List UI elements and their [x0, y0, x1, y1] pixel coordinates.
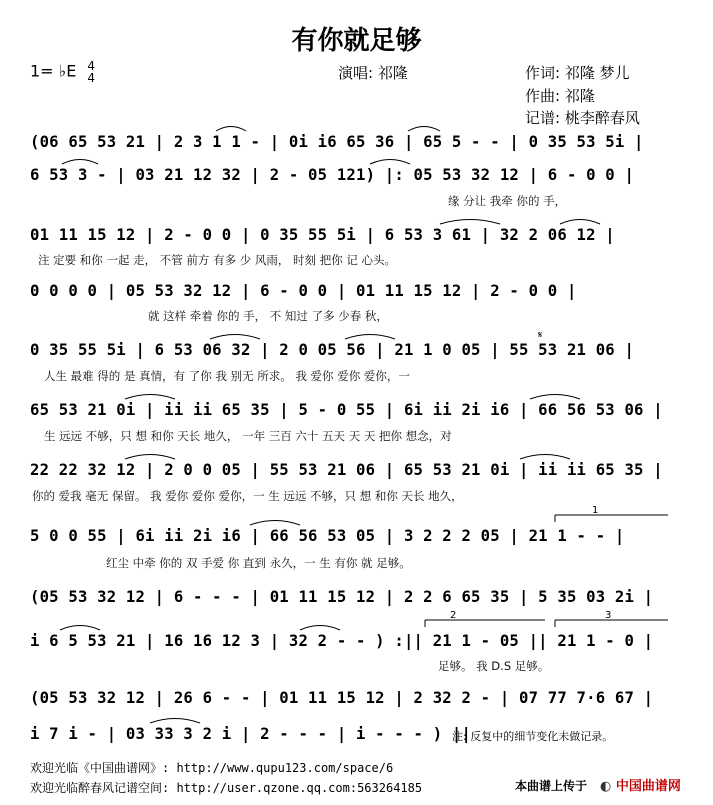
- lyric-line-10: 足够。 我 D.S 足够。: [438, 659, 550, 673]
- key-signature: [30, 60, 95, 84]
- lyric-line-4: 人生 最难 得的 是 真情，有 了你 我 别无 所求。 我 爱你 爱你 爱你，一: [44, 369, 410, 383]
- transcriber-credit: 记谱: 桃李醉春风: [525, 109, 640, 127]
- staff-line-6: 65 53 21 0i | ii ii 65 35 | 5 - 0 55 | 6i ii 2i i6 | 66 56 53 06 |: [30, 401, 663, 419]
- tie-4: [370, 160, 410, 165]
- segno-sign: 𝄋: [538, 330, 543, 341]
- staff-line-1: (06 65 53 21 | 2 3 1 1 - | 0i i6 65 36 | 65 5 - - | 0 35 53 5i |: [30, 133, 644, 151]
- staff-line-12: i 7 i - | 03 33 3 2 i | 2 - - - | i - - - ) ||: [30, 725, 472, 743]
- tie-2: [408, 127, 440, 132]
- tie-3: [62, 160, 98, 165]
- lyric-line-3: 就 这样 牵着 你的 手， 不 知过 了多 少春 秋，: [148, 309, 388, 323]
- tie-16: [150, 719, 200, 724]
- volta-number-1: 1: [592, 505, 599, 516]
- tie-1: [216, 127, 246, 132]
- tie-5: [440, 220, 500, 225]
- staff-line-2: 6 53 3 - | 03 21 12 32 | 2 - 05 121) |: 05 53 32 12 | 6 - 0 0 |: [30, 166, 635, 184]
- lyric-line-5: 生 远远 不够，只 想 和你 天长 地久， 一年 三百 六十 五天 天 天 把你 想念，对: [44, 429, 452, 443]
- composer-credit: 作曲: 祁隆: [525, 87, 595, 105]
- tie-13: [250, 521, 300, 526]
- tie-7: [210, 335, 260, 340]
- staff-line-9: (05 53 32 12 | 6 - - - | 01 11 15 12 | 2 2 6 65 35 | 5 35 03 2i |: [30, 588, 654, 606]
- logo-text: 中国曲谱网: [615, 779, 681, 794]
- score-title: 有你就足够: [291, 26, 422, 56]
- upload-label: 本曲谱上传于: [515, 779, 588, 793]
- singer-credit: 演唱: 祁隆: [338, 64, 408, 82]
- staff-line-7: 22 22 32 12 | 2 0 0 05 | 55 53 21 06 | 65 53 21 0i | ii ii 65 35 |: [30, 461, 663, 479]
- lyric-line-7: 红尘 中牵 你的 双 手爱 你 直到 永久，一 生 有你 就 足够。: [106, 556, 411, 570]
- time-sig-top: 4: [87, 59, 96, 73]
- tie-9: [125, 395, 175, 400]
- lyric-line-1: 缘 分让 我牵 你的 手，: [448, 194, 567, 208]
- tie-14: [60, 626, 100, 631]
- tie-6: [560, 220, 600, 225]
- staff-line-3: 01 11 15 12 | 2 - 0 0 | 0 35 55 5i | 6 53 3 61 | 32 2 06 12 |: [30, 226, 615, 244]
- lyric-line-2: 注 定要 和你 一起 走， 不管 前方 有多 少 风雨， 时刻 把你 记 心头。: [38, 253, 397, 267]
- tie-8: [345, 335, 395, 340]
- time-signature: [87, 60, 95, 84]
- volta-number-2: 2: [450, 610, 457, 621]
- footer-link-1[interactable]: 欢迎光临《中国曲谱网》: http://www.qupu123.com/space/6: [30, 761, 394, 775]
- footer-link-2[interactable]: 欢迎光临醉春风记谱空间: http://user.qzone.qq.com:563264185: [30, 781, 423, 795]
- tie-12: [520, 455, 570, 460]
- staff-line-11: (05 53 32 12 | 26 6 - - | 01 11 15 12 | 2 32 2 - | 07 77 7·6 67 |: [30, 689, 654, 707]
- lyric-line-6: 你的 爱我 毫无 保留。 我 爱你 爱你 爱你，一 生 远远 不够，只 想 和你 天长 地久，: [32, 489, 463, 503]
- volta-number-3: 3: [605, 610, 612, 621]
- staff-line-4: 0 0 0 0 | 05 53 32 12 | 6 - 0 0 | 01 11 15 12 | 2 - 0 0 |: [30, 282, 577, 300]
- tie-11: [125, 455, 175, 460]
- staff-line-8: 5 0 0 55 | 6i ii 2i i6 | 66 56 53 05 | 3 2 2 2 05 | 21 1 - - |: [30, 527, 625, 545]
- tie-10: [530, 395, 580, 400]
- logo-mark-icon: ◐: [600, 779, 612, 794]
- staff-line-5: 0 35 55 5i | 6 53 06 32 | 2 0 05 56 | 21 1 0 05 | 55 53 21 06 |: [30, 341, 635, 359]
- tie-15: [300, 626, 340, 631]
- staff-line-10: i 6 5 53 21 | 16 16 12 3 | 32 2 - - ) :|| 21 1 - 05 || 21 1 - 0 |: [30, 632, 654, 650]
- key-label: 1= ♭E: [30, 61, 77, 81]
- footnote: 注: 反复中的细节变化未做记录。: [452, 730, 614, 743]
- lyricist-credit: 作词: 祁隆 梦儿: [525, 64, 630, 82]
- time-sig-bottom: 4: [87, 71, 96, 85]
- site-logo[interactable]: [600, 775, 681, 794]
